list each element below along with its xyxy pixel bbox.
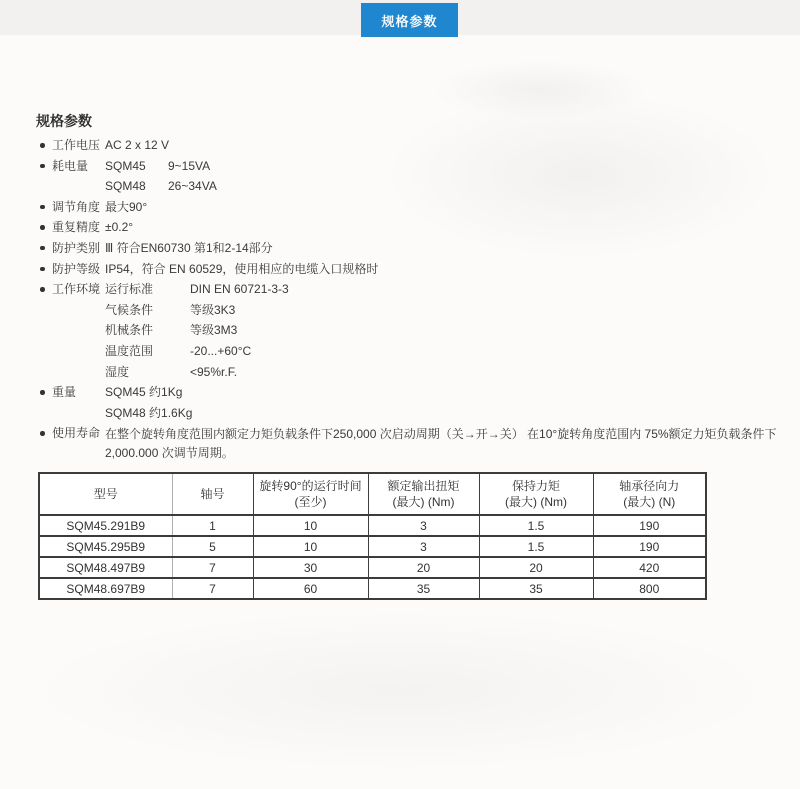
spec-value: 等级3M3 — [190, 323, 238, 338]
spec-value: SQM45 — [105, 158, 146, 173]
table-row — [39, 578, 706, 599]
cell-model: SQM48.697B9 — [39, 578, 172, 599]
col-header-model: 型号 — [39, 473, 172, 515]
table-row — [39, 515, 706, 536]
spec-label: 防护等级 — [52, 261, 101, 276]
spec-value: 9~15VA — [168, 158, 211, 173]
spec-label: 耗电量 — [52, 158, 89, 173]
bullet-icon — [38, 176, 52, 197]
bullet-icon — [38, 403, 52, 424]
bullet-icon — [38, 217, 52, 238]
bullet-icon — [38, 279, 52, 300]
cell-radial-force: 190 — [593, 536, 706, 557]
spec-row-power-consumption — [38, 156, 800, 177]
col-header-holding-torque: 保持力矩 (最大) (Nm) — [479, 473, 593, 515]
cell-radial-force: 190 — [593, 515, 706, 536]
cell-rated-torque: 20 — [368, 557, 479, 578]
spec-row-env-mechanical — [38, 320, 800, 341]
table-header-row — [39, 473, 706, 515]
cell-runtime: 10 — [253, 515, 368, 536]
spec-value: 气候条件 — [105, 302, 154, 317]
cell-shaft: 7 — [172, 578, 253, 599]
cell-holding-torque: 1.5 — [479, 515, 593, 536]
cell-radial-force: 800 — [593, 578, 706, 599]
cell-shaft: 5 — [172, 536, 253, 557]
cell-shaft: 7 — [172, 557, 253, 578]
cell-holding-torque: 1.5 — [479, 536, 593, 557]
model-spec-table — [38, 472, 707, 600]
spec-value: 等级3K3 — [190, 302, 236, 317]
spec-row-operating-voltage — [38, 135, 800, 156]
spec-value: 最大90° — [105, 199, 148, 214]
watermark-blob — [30, 610, 770, 770]
spec-value: ±0.2° — [105, 220, 134, 235]
spec-row-weight — [38, 382, 800, 403]
cell-rated-torque: 35 — [368, 578, 479, 599]
spec-row-operating-environment — [38, 279, 800, 300]
tab-specifications[interactable]: 规格参数 — [361, 3, 458, 37]
spec-value: SQM48 — [105, 179, 146, 194]
spec-row-weight-2 — [38, 403, 800, 424]
spec-label: 使用寿命 — [52, 426, 101, 441]
col-header-shaft: 轴号 — [172, 473, 253, 515]
spec-label: 工作环境 — [52, 282, 101, 297]
spec-row-repeat-accuracy — [38, 217, 800, 238]
spec-value: -20...+60°C — [190, 343, 252, 358]
spec-row-env-temperature — [38, 341, 800, 362]
cell-rated-torque: 3 — [368, 515, 479, 536]
bullet-icon — [38, 300, 52, 321]
spec-label: 重复精度 — [52, 220, 101, 235]
cell-runtime: 30 — [253, 557, 368, 578]
spec-section — [0, 111, 800, 600]
spec-value: 运行标准 — [105, 282, 154, 297]
spec-value: IP54，符合 EN 60529，使用相应的电缆入口规格时 — [105, 261, 379, 276]
bullet-icon — [38, 238, 52, 259]
bullet-icon — [38, 259, 52, 280]
spec-value: Ⅲ 符合EN60730 第1和2-14部分 — [105, 240, 273, 255]
spec-value: SQM48 约1.6Kg — [105, 405, 193, 420]
spec-row-power-consumption-2 — [38, 176, 800, 197]
spec-row-adjustment-angle — [38, 197, 800, 218]
spec-label: 调节角度 — [52, 199, 101, 214]
spec-row-protection-rating — [38, 259, 800, 280]
spec-value: SQM45 约1Kg — [105, 385, 183, 400]
cell-model: SQM45.291B9 — [39, 515, 172, 536]
cell-radial-force: 420 — [593, 557, 706, 578]
spec-label: 防护类别 — [52, 240, 101, 255]
spec-value: 机械条件 — [105, 323, 154, 338]
cell-model: SQM45.295B9 — [39, 536, 172, 557]
bullet-icon — [38, 362, 52, 383]
cell-rated-torque: 3 — [368, 536, 479, 557]
spec-value: <95%r.F. — [190, 364, 238, 379]
bullet-icon — [38, 341, 52, 362]
spec-value: AC 2 x 12 V — [105, 138, 170, 152]
spec-row-env-humidity — [38, 362, 800, 383]
col-header-rated-torque: 额定输出扭矩 (最大) (Nm) — [368, 473, 479, 515]
table-row — [39, 557, 706, 578]
spec-label: 重量 — [52, 385, 77, 400]
col-header-runtime: 旋转90°的运行时间 (至少) — [253, 473, 368, 515]
bullet-icon — [38, 197, 52, 218]
col-header-radial-force: 轴承径向力 (最大) (N) — [593, 473, 706, 515]
spec-value: 26~34VA — [168, 179, 217, 194]
spec-value: 在整个旋转角度范围内额定力矩负载条件下250,000 次启动周期（关→开→关） 在10°旋转角度范围内 75%额定力矩负载条件下 2,000.000 次调节周期。 — [105, 426, 777, 460]
bullet-icon — [38, 320, 52, 341]
spec-row-env-climate — [38, 300, 800, 321]
cell-runtime: 10 — [253, 536, 368, 557]
bullet-icon — [38, 382, 52, 403]
cell-holding-torque: 35 — [479, 578, 593, 599]
cell-shaft: 1 — [172, 515, 253, 536]
table-row — [39, 536, 706, 557]
spec-value: 温度范围 — [105, 343, 154, 358]
spec-value: DIN EN 60721-3-3 — [190, 282, 289, 297]
spec-value: 湿度 — [105, 364, 130, 379]
spec-label: 工作电压 — [52, 138, 101, 152]
bullet-icon — [38, 423, 52, 444]
spec-list — [38, 135, 800, 463]
cell-holding-torque: 20 — [479, 557, 593, 578]
cell-model: SQM48.497B9 — [39, 557, 172, 578]
spec-row-service-life — [38, 423, 800, 463]
cell-runtime: 60 — [253, 578, 368, 599]
bullet-icon — [38, 156, 52, 177]
tab-bar — [0, 0, 800, 35]
spec-row-protection-class — [38, 238, 800, 259]
bullet-icon — [38, 135, 52, 156]
section-title: 规格参数 — [36, 113, 92, 129]
